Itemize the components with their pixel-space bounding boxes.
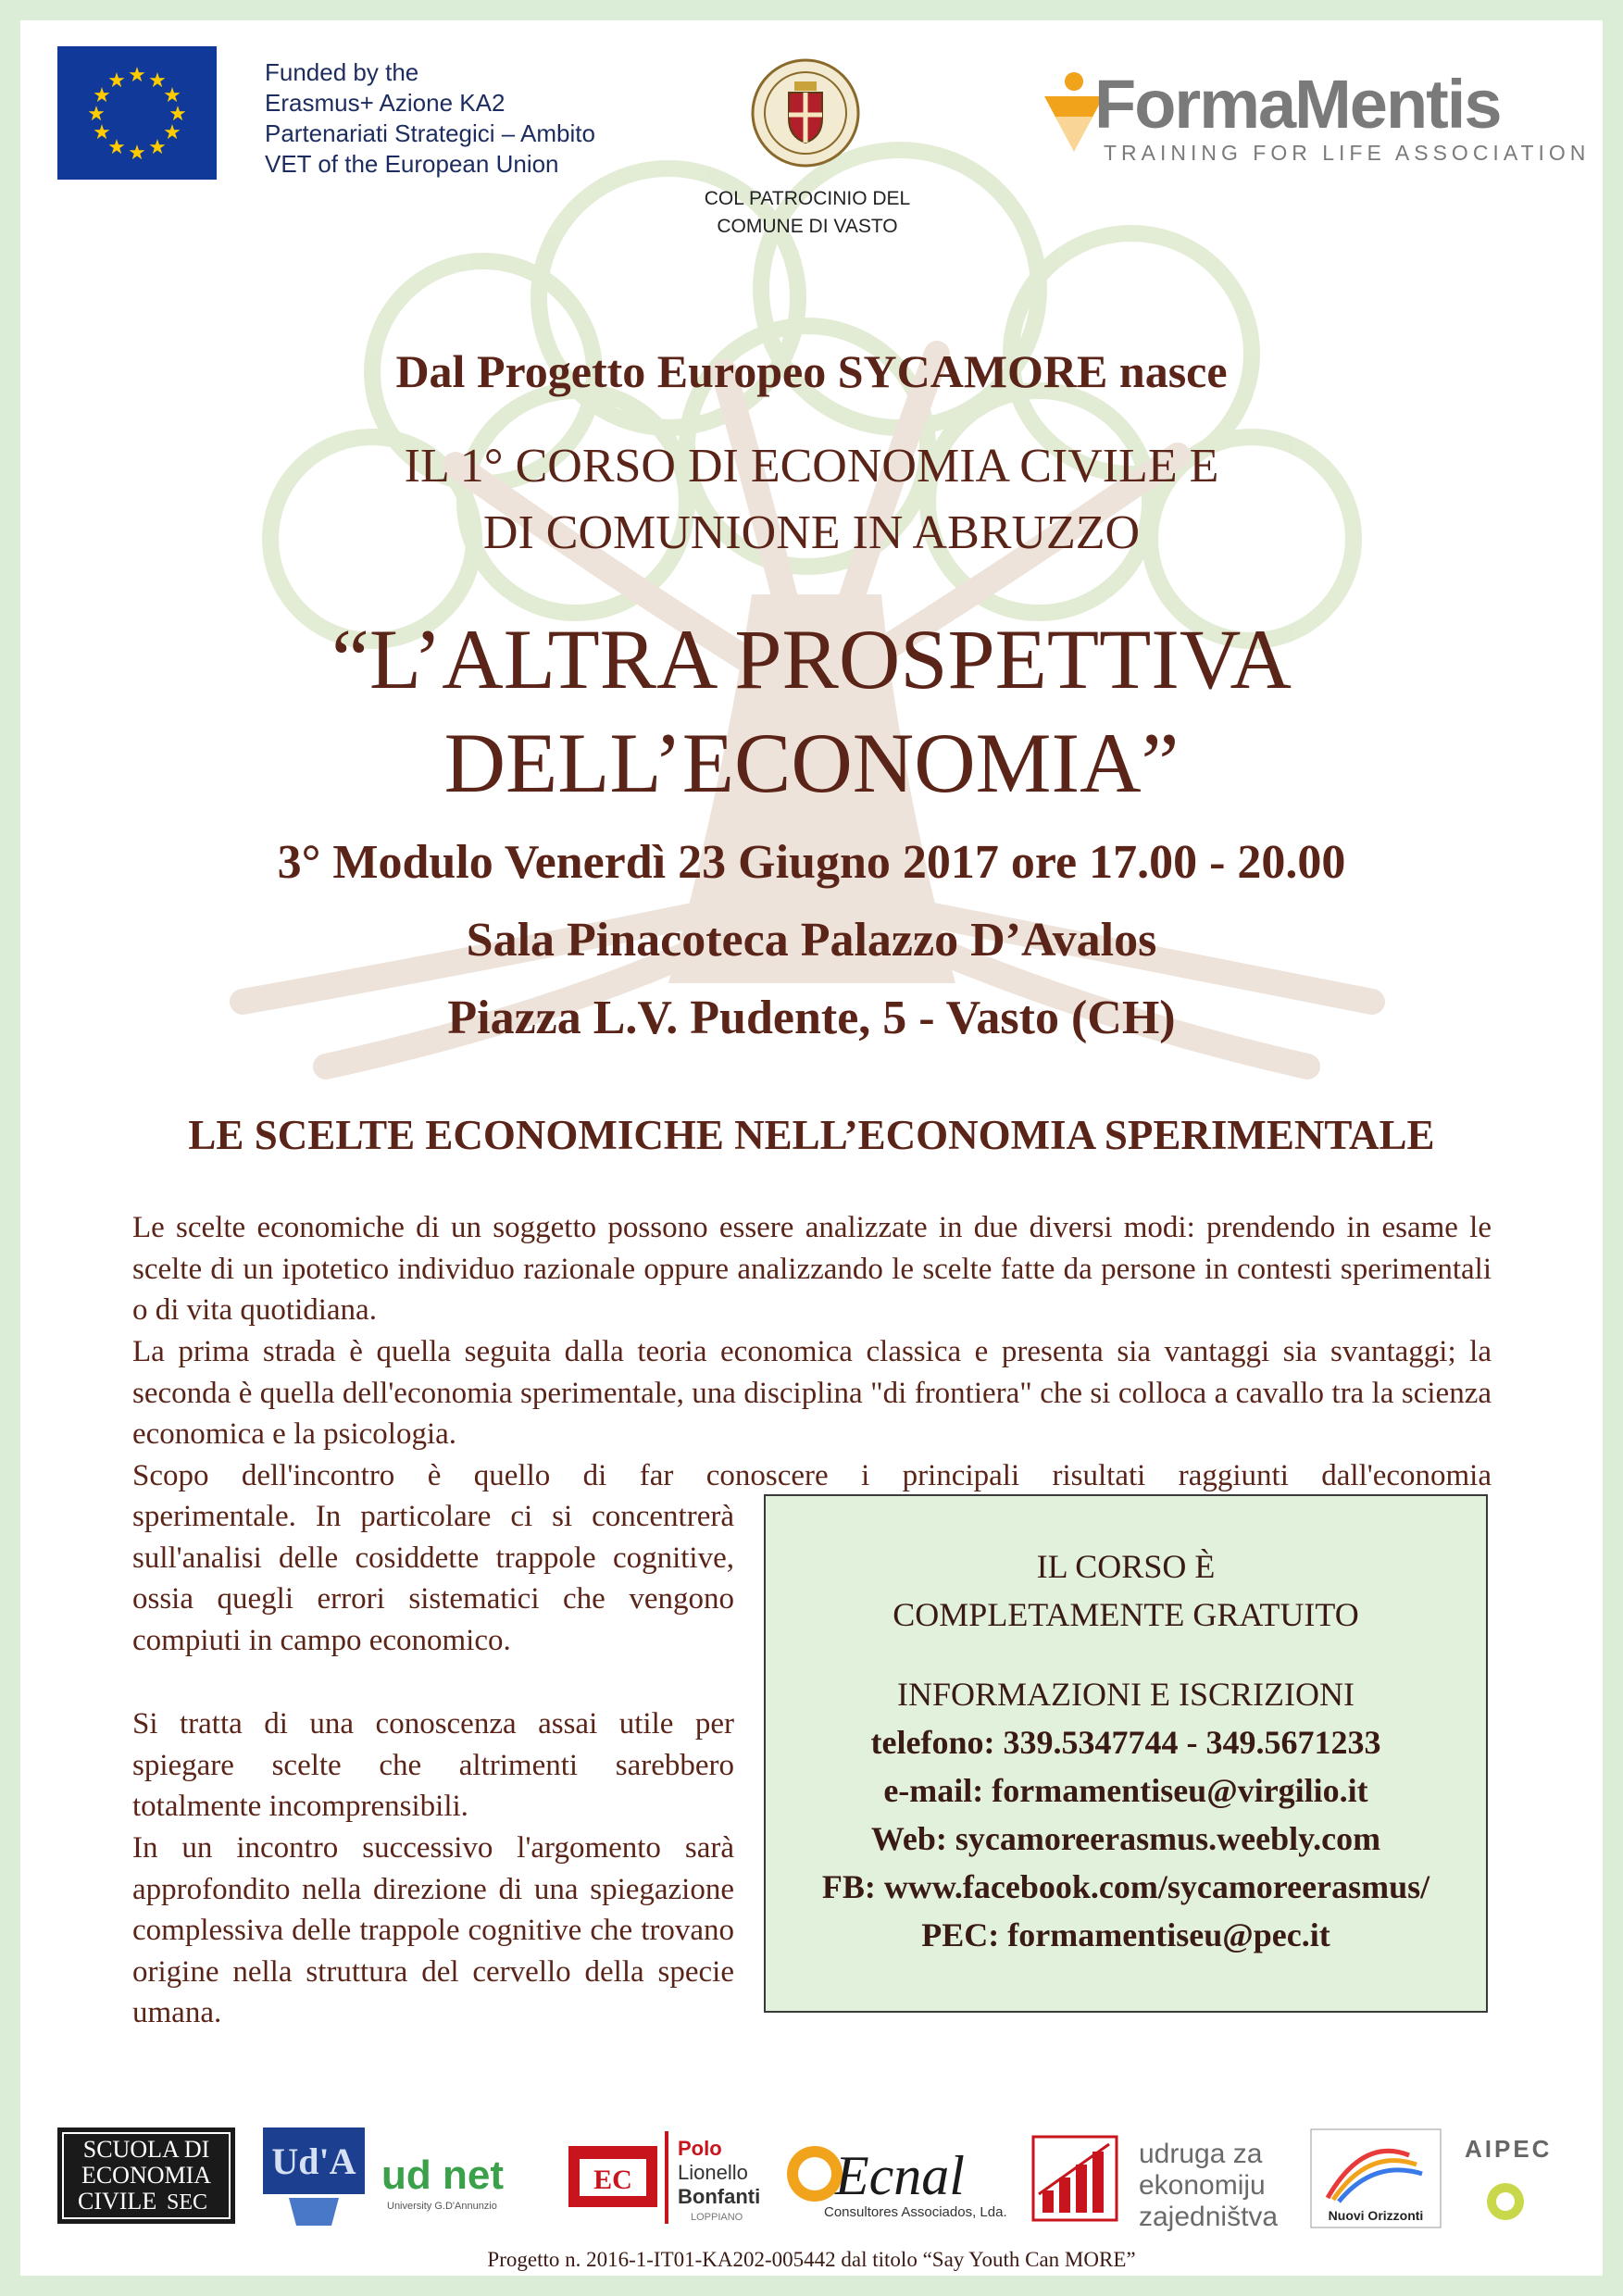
- eu-flag-icon: [57, 46, 217, 180]
- course-heading-line2: DI COMUNIONE IN ABRUZZO: [482, 506, 1141, 559]
- eu-line: VET of the European Union: [265, 150, 559, 178]
- uda-text: Ud'A: [271, 2140, 356, 2182]
- ecnal-sub: Consultores Associados, Lda.: [824, 2204, 1007, 2220]
- svg-text:★: ★: [163, 121, 181, 144]
- patrocinio-line: COL PATROCINIO DEL: [704, 188, 911, 209]
- uda-logo: [263, 2128, 365, 2226]
- udruga-line: zajedništva: [1139, 2202, 1279, 2232]
- project-note: Progetto n. 2016-1-IT01-KA202-005442 dal titolo “Say Youth Can MORE”: [487, 2248, 1136, 2271]
- polo-line: Polo: [678, 2137, 722, 2160]
- ecnal-text: Ecnal: [835, 2145, 965, 2206]
- free-course-line1: IL CORSO È: [1036, 1548, 1216, 1585]
- nuovi-orizzonti-logo: [1311, 2129, 1441, 2227]
- svg-text:★: ★: [163, 84, 181, 107]
- sec-line: CIVILE: [78, 2188, 157, 2215]
- svg-text:★: ★: [93, 121, 111, 144]
- svg-text:★: ★: [128, 142, 146, 165]
- sec-badge: SEC: [167, 2190, 208, 2215]
- phone-line: telefono: 339.5347744 - 349.5671233: [870, 1724, 1381, 1761]
- partner-logos: [20, 2109, 1603, 2239]
- patrocinio-text: [668, 185, 946, 241]
- udruga-logo: [1139, 2139, 1278, 2232]
- section-title: LE SCELTE ECONOMICHE NELL’ECONOMIA SPERIMENTALE: [188, 1112, 1435, 1158]
- eu-funding-text: [265, 57, 595, 180]
- svg-text:★: ★: [169, 103, 187, 126]
- info-box: [764, 1494, 1488, 2013]
- polo-bonfanti-logo: [665, 2131, 760, 2224]
- eu-line: Partenariati Strategici – Ambito: [265, 119, 595, 147]
- sec-line: SCUOLA DI: [82, 2136, 210, 2163]
- svg-text:★: ★: [148, 136, 167, 159]
- course-heading-line1: IL 1° CORSO DI ECONOMIA CIVILE E: [404, 440, 1219, 493]
- web-line[interactable]: Web: sycamoreerasmus.weebly.com: [870, 1820, 1381, 1857]
- intro-heading: Dal Progetto Europeo SYCAMORE nasce: [395, 345, 1228, 397]
- event-venue: Sala Pinacoteca Palazzo D’Avalos: [466, 914, 1157, 967]
- free-course-line2: COMPLETAMENTE GRATUITO: [893, 1596, 1359, 1633]
- event-date: 3° Modulo Venerdì 23 Giugno 2017 ore 17.00 - 20.00: [277, 836, 1346, 889]
- ecnal-logo: [787, 2145, 1007, 2220]
- formamentis-logo-text: FormaMentis: [1094, 66, 1501, 143]
- svg-text:★: ★: [128, 64, 146, 87]
- aipec-logo: [1465, 2135, 1552, 2220]
- facebook-line[interactable]: FB: www.facebook.com/sycamoreerasmus/: [821, 1868, 1430, 1905]
- svg-text:★: ★: [107, 69, 126, 93]
- vasto-seal-icon: [750, 57, 861, 168]
- aipec-text: AIPEC: [1465, 2135, 1553, 2163]
- udanet-text: ud net: [381, 2152, 504, 2198]
- patrocinio-line: COMUNE DI VASTO: [717, 216, 898, 237]
- red-chart-logo: [1033, 2137, 1117, 2220]
- polo-line: Lionello: [678, 2161, 748, 2184]
- svg-text:★: ★: [148, 69, 167, 93]
- udruga-line: ekonomiju: [1139, 2170, 1266, 2201]
- ec-logo: [568, 2146, 657, 2207]
- udruga-line: udruga za: [1139, 2139, 1263, 2169]
- sec-line: ECONOMIA: [81, 2162, 212, 2189]
- svg-text:★: ★: [87, 103, 106, 126]
- email-line[interactable]: e-mail: formamentiseu@virgilio.it: [883, 1772, 1368, 1809]
- body-paragraph-narrow: In un incontro successivo l'argomento sarà approfondito nella direzione di una spiegazione complessiva delle trappole cognitive che trovano origine nella struttura del cervello della specie umana.: [132, 1831, 734, 2029]
- eu-line: Funded by the: [265, 58, 419, 86]
- body-paragraph-narrow: Si tratta di una conoscenza assai utile per spiegare scelte che altrimenti sarebbero totalmente incomprensibili.: [132, 1707, 734, 1823]
- svg-text:★: ★: [107, 136, 126, 159]
- event-address: Piazza L.V. Pudente, 5 - Vasto (CH): [447, 992, 1176, 1044]
- pec-line[interactable]: PEC: formamentiseu@pec.it: [921, 1916, 1330, 1953]
- nuovi-orizzonti-text: Nuovi Orizzonti: [1328, 2208, 1424, 2223]
- udanet-logo: [381, 2152, 504, 2212]
- body-paragraph: La prima strada è quella seguita dalla teoria economica classica e presenta sia vantaggi sia svantaggi; la seconda è quella dell'economia sperimentale, una disciplina "di frontiera" che si colloca a cavallo tra la scienza economica e la psicologia.: [132, 1335, 1492, 1451]
- eu-line: Erasmus+ Azione KA2: [265, 89, 506, 117]
- body-paragraph: Scopo dell'incontro è quello di far conoscere i principali risultati raggiunti dall'economia: [132, 1459, 1492, 1492]
- main-title-line1: “L’ALTRA PROSPETTIVA: [331, 612, 1292, 706]
- main-title-line2: DELL’ECONOMIA”: [443, 716, 1180, 810]
- body-paragraph: Le scelte economiche di un soggetto possono essere analizzate in due diversi modi: prendendo in esame le scelte di un ipotetico individuo razionale oppure analizzando le scelte fatte da persone in contesti sperimentali o di vita quotidiana.: [132, 1211, 1492, 1327]
- body-paragraph-narrow: sperimentale. In particolare ci si concentrerà sull'analisi delle cosiddette trappole cognitive, ossia quegli errori sistematici che vengono compiuti in campo economico.: [132, 1500, 734, 1657]
- svg-text:EC: EC: [593, 2165, 632, 2195]
- polo-line: Bonfanti: [678, 2185, 761, 2208]
- polo-sub: LOPPIANO: [691, 2212, 743, 2223]
- udanet-sub: University G.D'Annunzio: [387, 2201, 497, 2212]
- sec-logo: [57, 2128, 235, 2224]
- formamentis-tagline: TRAINING FOR LIFE ASSOCIATION: [1104, 141, 1591, 165]
- info-title: INFORMAZIONI E ISCRIZIONI: [897, 1676, 1355, 1713]
- svg-text:★: ★: [93, 84, 111, 107]
